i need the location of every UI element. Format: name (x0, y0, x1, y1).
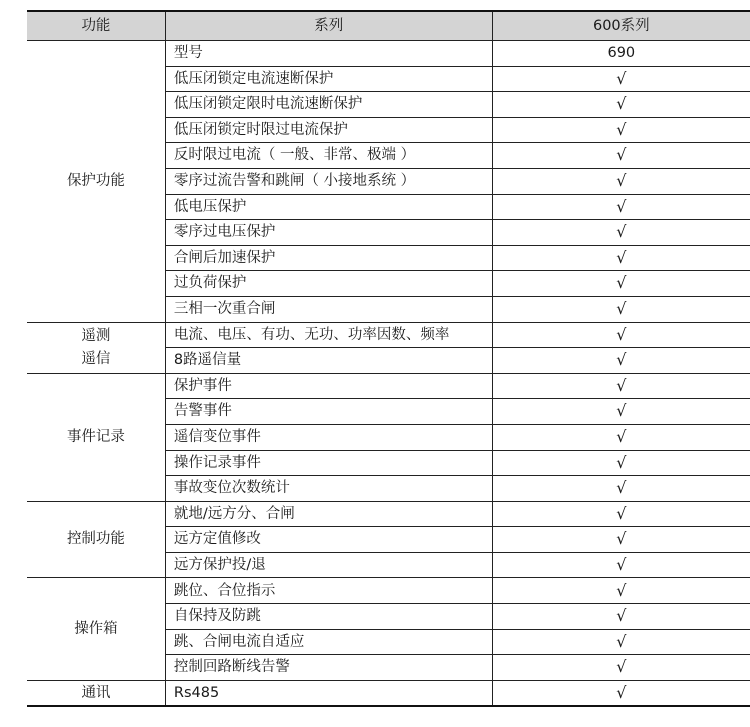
value-cell (492, 66, 750, 92)
value-cell (492, 527, 750, 553)
check-mark-icon: √ (616, 247, 627, 267)
value-cell (492, 629, 750, 655)
check-mark-icon: √ (616, 657, 627, 677)
feature-cell: 8路遥信量 (165, 348, 492, 374)
header-function: 功能 (27, 11, 165, 41)
value-cell (492, 143, 750, 169)
check-mark-icon: √ (616, 580, 627, 600)
table-body (27, 41, 750, 707)
feature-cell: 电流、电压、有功、无功、功率因数、频率 (165, 322, 492, 348)
table-row (27, 578, 750, 604)
check-mark-icon: √ (616, 452, 627, 472)
feature-cell: 过负荷保护 (165, 271, 492, 297)
check-mark-icon: √ (616, 145, 627, 165)
value-cell (492, 655, 750, 681)
feature-cell: 零序过电压保护 (165, 220, 492, 246)
feature-cell: 远方定值修改 (165, 527, 492, 553)
check-mark-icon: √ (616, 426, 627, 446)
value-cell (492, 501, 750, 527)
value-cell (492, 348, 750, 374)
value-cell (492, 322, 750, 348)
group-label: 遥测 遥信 (27, 322, 165, 373)
group-label: 控制功能 (27, 501, 165, 578)
feature-cell: Rs485 (165, 680, 492, 706)
feature-cell: 三相一次重合闸 (165, 296, 492, 322)
feature-cell: 低压闭锁定时限过电流保护 (165, 117, 492, 143)
check-mark-icon: √ (616, 478, 627, 498)
table-row (27, 41, 750, 67)
spec-table-container (27, 10, 750, 707)
feature-cell: 操作记录事件 (165, 450, 492, 476)
feature-cell: 保护事件 (165, 373, 492, 399)
table-header-row (27, 11, 750, 41)
header-series: 系列 (165, 11, 492, 41)
feature-cell: 低压闭锁定限时电流速断保护 (165, 92, 492, 118)
check-mark-icon: √ (616, 94, 627, 114)
value-cell (492, 424, 750, 450)
check-mark-icon: √ (616, 298, 627, 318)
feature-cell: 告警事件 (165, 399, 492, 425)
table-row (27, 322, 750, 348)
value-cell (492, 92, 750, 118)
feature-cell: 型号 (165, 41, 492, 67)
model-number: 690 (607, 45, 636, 62)
check-mark-icon: √ (616, 171, 627, 191)
check-mark-icon: √ (616, 196, 627, 216)
feature-cell: 事故变位次数统计 (165, 476, 492, 502)
check-mark-icon: √ (616, 68, 627, 88)
spec-table (27, 10, 750, 707)
check-mark-icon: √ (616, 682, 627, 702)
value-cell (492, 450, 750, 476)
value-cell (492, 552, 750, 578)
feature-cell: 合闸后加速保护 (165, 245, 492, 271)
check-mark-icon: √ (616, 119, 627, 139)
check-mark-icon: √ (616, 324, 627, 344)
check-mark-icon: √ (616, 222, 627, 242)
value-cell (492, 476, 750, 502)
feature-cell: 遥信变位事件 (165, 424, 492, 450)
value-cell (492, 168, 750, 194)
check-mark-icon: √ (616, 529, 627, 549)
value-cell (492, 399, 750, 425)
value-cell (492, 578, 750, 604)
feature-cell: 就地/远方分、合闸 (165, 501, 492, 527)
feature-cell: 反时限过电流（ 一般、非常、极端 ） (165, 143, 492, 169)
value-cell (492, 117, 750, 143)
table-row (27, 501, 750, 527)
check-mark-icon: √ (616, 375, 627, 395)
value-cell (492, 41, 750, 67)
value-cell (492, 680, 750, 706)
feature-cell: 跳位、合位指示 (165, 578, 492, 604)
group-label: 事件记录 (27, 373, 165, 501)
table-row (27, 373, 750, 399)
group-label: 通讯 (27, 680, 165, 706)
feature-cell: 低压闭锁定电流速断保护 (165, 66, 492, 92)
value-cell (492, 271, 750, 297)
check-mark-icon: √ (616, 401, 627, 421)
group-label: 保护功能 (27, 41, 165, 323)
table-row (27, 680, 750, 706)
value-cell (492, 296, 750, 322)
value-cell (492, 194, 750, 220)
value-cell (492, 245, 750, 271)
check-mark-icon: √ (616, 606, 627, 626)
feature-cell: 自保持及防跳 (165, 604, 492, 630)
feature-cell: 跳、合闸电流自适应 (165, 629, 492, 655)
check-mark-icon: √ (616, 503, 627, 523)
check-mark-icon: √ (616, 350, 627, 370)
value-cell (492, 373, 750, 399)
check-mark-icon: √ (616, 554, 627, 574)
group-label: 操作箱 (27, 578, 165, 680)
check-mark-icon: √ (616, 273, 627, 293)
value-cell (492, 604, 750, 630)
header-600-series: 600系列 (492, 11, 750, 41)
feature-cell: 控制回路断线告警 (165, 655, 492, 681)
feature-cell: 零序过流告警和跳闸（ 小接地系统 ） (165, 168, 492, 194)
check-mark-icon: √ (616, 631, 627, 651)
feature-cell: 远方保护投/退 (165, 552, 492, 578)
feature-cell: 低电压保护 (165, 194, 492, 220)
value-cell (492, 220, 750, 246)
